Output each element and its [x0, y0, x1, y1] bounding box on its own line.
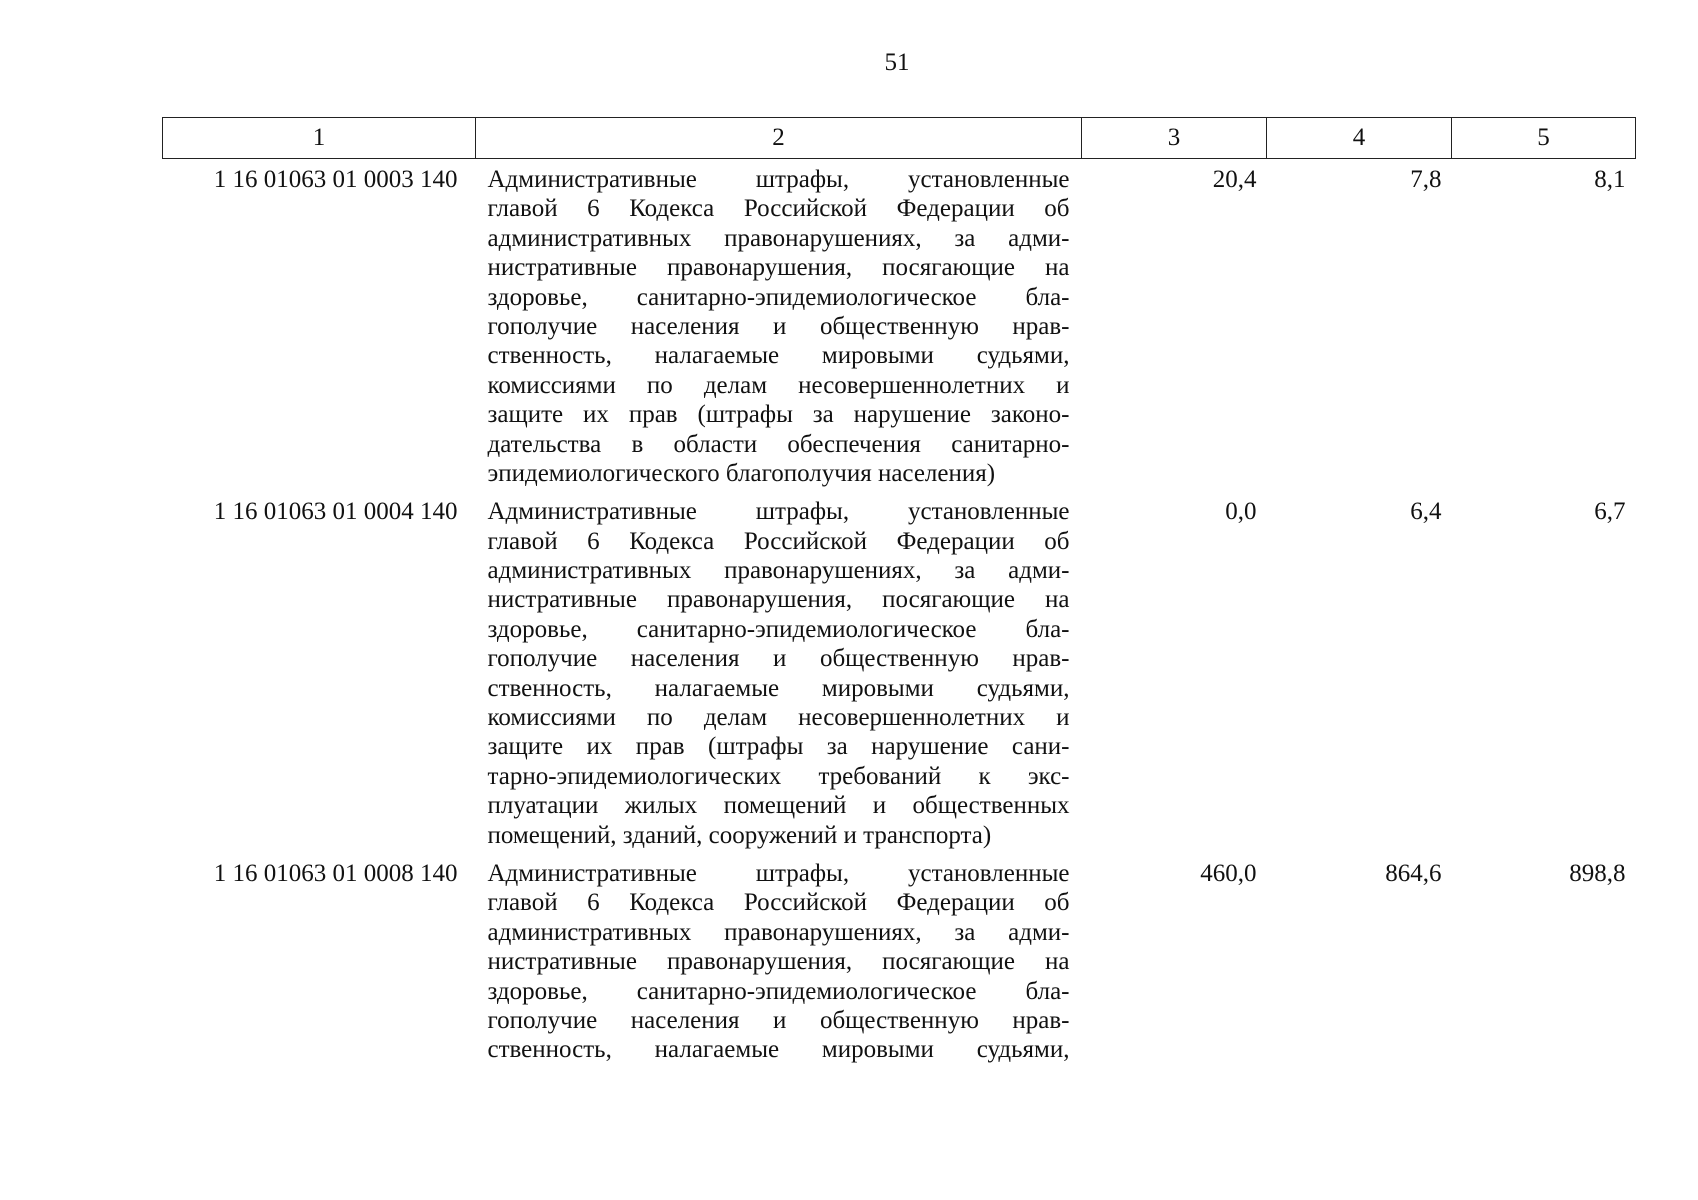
page-number: 51	[884, 49, 910, 76]
description-line: комиссиями по делам несовершеннолетних и	[487, 371, 1070, 399]
description-line: главой 6 Кодекса Российской Федерации об	[487, 889, 1070, 917]
description-line: гополучие населения и общественную нрав-	[487, 645, 1070, 673]
description-line: гополучие населения и общественную нрав-	[487, 1006, 1070, 1034]
value-col5: 6,7	[1594, 498, 1626, 526]
description-line: Административные штрафы, установленные	[487, 859, 1070, 887]
budget-code: 1 16 01063 01 0004 140	[213, 498, 458, 526]
value-col3: 20,4	[1212, 166, 1257, 193]
table-row	[163, 491, 1636, 853]
description-line: помещений, зданий, сооружений и транспорта)	[487, 821, 992, 849]
value-col4: 864,6	[1385, 859, 1442, 887]
value-col3: 460,0	[1200, 859, 1257, 887]
description-line: гополучие населения и общественную нрав-	[487, 312, 1070, 340]
table-row	[163, 853, 1636, 1068]
description-line: главой 6 Кодекса Российской Федерации об	[487, 195, 1070, 223]
description-line: административных правонарушениях, за адми-	[487, 557, 1070, 585]
budget-table	[162, 117, 1636, 1068]
description-line: защите их прав (штрафы за нарушение законо-	[487, 401, 1070, 429]
header-cell-2: 2	[476, 118, 1082, 159]
header-cell-5: 5	[1452, 118, 1636, 159]
description-line: эпидемиологического благополучия населения)	[487, 459, 996, 487]
description-line: ственность, налагаемые мировыми судьями,	[487, 1036, 1070, 1064]
value-col3: 0,0	[1225, 498, 1257, 526]
description-line: Административные штрафы, установленные	[487, 166, 1070, 193]
header-row	[163, 118, 1636, 159]
description-line: тарно-эпидемиологических требований к экс-	[487, 762, 1070, 790]
description	[476, 853, 1082, 1068]
description-line: нистративные правонарушения, посягающие на	[487, 948, 1070, 976]
description-line: Административные штрафы, установленные	[487, 498, 1070, 526]
table-body	[163, 159, 1636, 1068]
value-col4: 7,8	[1410, 166, 1442, 193]
value-col5: 8,1	[1594, 166, 1626, 193]
budget-code: 1 16 01063 01 0003 140	[213, 166, 458, 193]
value-col4: 6,4	[1410, 498, 1442, 526]
description-line: ственность, налагаемые мировыми судьями,	[487, 342, 1070, 370]
description-line: здоровье, санитарно-эпидемиологическое бла-	[487, 977, 1070, 1005]
description-line: здоровье, санитарно-эпидемиологическое бла-	[487, 283, 1070, 311]
header-cell-1: 1	[163, 118, 476, 159]
description	[476, 491, 1082, 853]
description-line: административных правонарушениях, за адми-	[487, 224, 1070, 252]
value-col5: 898,8	[1569, 859, 1626, 887]
description-line: ственность, налагаемые мировыми судьями,	[487, 674, 1070, 702]
header-cell-4: 4	[1267, 118, 1452, 159]
description-line: нистративные правонарушения, посягающие на	[487, 586, 1070, 614]
table-row	[163, 159, 1636, 492]
description-line: главой 6 Кодекса Российской Федерации об	[487, 527, 1070, 555]
table-header	[163, 118, 1636, 159]
description	[476, 159, 1082, 492]
description-line: защите их прав (штрафы за нарушение сани-	[487, 733, 1070, 761]
description-line: комиссиями по делам несовершеннолетних и	[487, 704, 1070, 732]
description-line: здоровье, санитарно-эпидемиологическое бла-	[487, 615, 1070, 643]
description-line: дательства в области обеспечения санитарно-	[487, 430, 1070, 458]
description-line: нистративные правонарушения, посягающие на	[487, 254, 1070, 282]
header-cell-3: 3	[1082, 118, 1267, 159]
budget-code: 1 16 01063 01 0008 140	[213, 859, 458, 887]
description-line: административных правонарушениях, за адми-	[487, 918, 1070, 946]
description-line: плуатации жилых помещений и общественных	[487, 792, 1070, 820]
